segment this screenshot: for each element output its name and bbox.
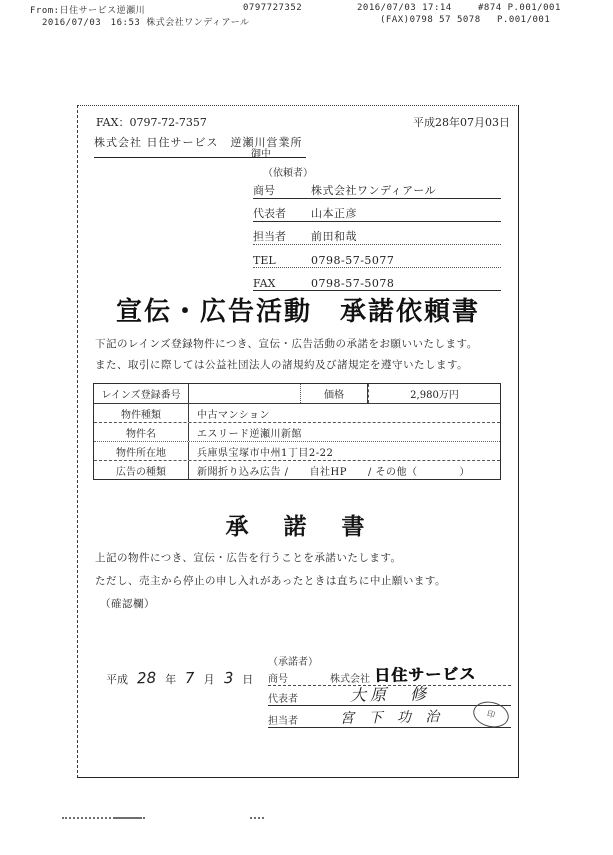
consenter-representative-row xyxy=(268,686,511,706)
cell-label: 広告の種類 xyxy=(94,461,189,479)
document-date: 平成28年07月03日 xyxy=(413,116,510,129)
date-day-value: 3 xyxy=(223,668,234,688)
field-value: 前田和哉 xyxy=(311,230,357,243)
intro-paragraph-2: また、取引に際しては公益社団法人の諸規約及び諸規定を遵守いたします。 xyxy=(95,359,469,371)
field-value: 0798-57-5078 xyxy=(311,277,395,290)
field-label: 商号 xyxy=(253,184,275,197)
field-label: 担当者 xyxy=(253,230,286,243)
field-label: FAX xyxy=(253,277,276,290)
company-prefix: 株式会社 xyxy=(330,674,370,685)
cell-value: 中古マンション xyxy=(197,409,271,421)
fax-meta-sender: From:日住サービス逆瀬川 xyxy=(30,6,146,16)
cell-label: 価格 xyxy=(300,384,368,403)
cell-label: 物件所在地 xyxy=(94,442,189,460)
scan-noise-dots xyxy=(250,817,264,819)
table-row-name xyxy=(94,422,500,441)
recipient-company: 株式会社 日住サービス 逆瀬川営業所 xyxy=(94,134,306,158)
scan-noise-dots xyxy=(115,817,145,819)
date-month-label: 月 xyxy=(203,673,215,686)
date-day-label: 日 xyxy=(242,673,254,686)
requester-field-row xyxy=(253,268,501,291)
date-year-label: 年 xyxy=(165,673,177,686)
date-year-value: 28 xyxy=(136,668,157,688)
consent-paragraph-2: ただし、売主から停止の申し入れがあったときは直ちに中止願います。 xyxy=(95,575,447,587)
consenter-section-label: （承諾者） xyxy=(268,657,318,668)
date-era-label: 平成 xyxy=(106,673,128,686)
table-row-type xyxy=(94,403,500,422)
table-row-ad-type xyxy=(94,460,500,479)
field-label: 代表者 xyxy=(268,694,298,705)
fax-number-line: FAX：0797-72-7357 xyxy=(96,116,207,129)
field-value: 山本正彦 xyxy=(311,207,357,220)
field-value: 株式会社ワンディアール xyxy=(311,184,437,197)
cell-value: エスリード逆瀬川新館 xyxy=(197,428,302,440)
fax-meta-send-info: 2016/07/03 16:53 株式会社ワンディアール xyxy=(42,18,250,28)
consenter-manager-row xyxy=(268,706,511,728)
requester-field-row xyxy=(253,222,501,245)
cell-label: 物件種類 xyxy=(94,404,189,422)
requester-fields xyxy=(253,176,501,291)
fax-meta-receive-time: 2016/07/03 17:14 xyxy=(357,3,452,13)
manager-name: 宮 下 功 治 xyxy=(339,709,445,727)
fax-meta-send-page: P.001/001 xyxy=(497,15,551,25)
cell-value: 兵庫県宝塚市中州1丁目2-22 xyxy=(197,447,334,459)
intro-paragraph-1: 下記のレインズ登録物件につき、宣伝・広告活動の承諾をお願いいたします。 xyxy=(95,338,478,350)
cell-value: 新聞折り込み広告 / 自社HP / その他（ ） xyxy=(197,466,471,478)
table-row-address xyxy=(94,441,500,460)
fax-meta-sender-number: 0797727352 xyxy=(243,3,303,13)
consent-note: （確認欄） xyxy=(100,598,155,610)
property-table xyxy=(93,383,501,480)
requester-field-row xyxy=(253,176,501,199)
consent-title: 承 諾 書 xyxy=(225,513,371,540)
cell-label: 物件名 xyxy=(94,423,189,441)
cell-value xyxy=(189,384,300,403)
document-title: 宣伝・広告活動 承諾依頼書 xyxy=(115,297,480,327)
requester-section-label: （依頼者） xyxy=(263,168,313,179)
consenter-fields xyxy=(268,665,511,728)
requester-field-row xyxy=(253,245,501,268)
field-label: 代表者 xyxy=(253,207,286,220)
consent-date-line xyxy=(100,669,259,687)
recipient-honorific: 御中 xyxy=(251,149,271,160)
table-row-reins xyxy=(94,384,500,403)
cell-label: レインズ登録番号 xyxy=(94,384,189,403)
representative-name: 大原 修 xyxy=(349,684,431,705)
field-label: TEL xyxy=(253,254,276,267)
requester-field-row xyxy=(253,199,501,222)
fax-meta-send-fax: (FAX)0798 57 5078 xyxy=(380,15,481,25)
hanko-seal-icon: 印 xyxy=(471,698,512,731)
fax-meta-receive-page: #874 P.001/001 xyxy=(478,3,561,13)
consent-paragraph-1: 上記の物件につき、宣伝・広告を行うことを承諾いたします。 xyxy=(95,552,402,564)
field-label: 担当者 xyxy=(268,716,298,727)
field-value: 0798-57-5077 xyxy=(311,254,395,267)
company-stamp: 日住サービス xyxy=(373,664,477,685)
field-label: 商号 xyxy=(268,674,288,685)
date-month-value: 7 xyxy=(184,668,195,688)
cell-value: 2,980万円 xyxy=(368,384,500,403)
